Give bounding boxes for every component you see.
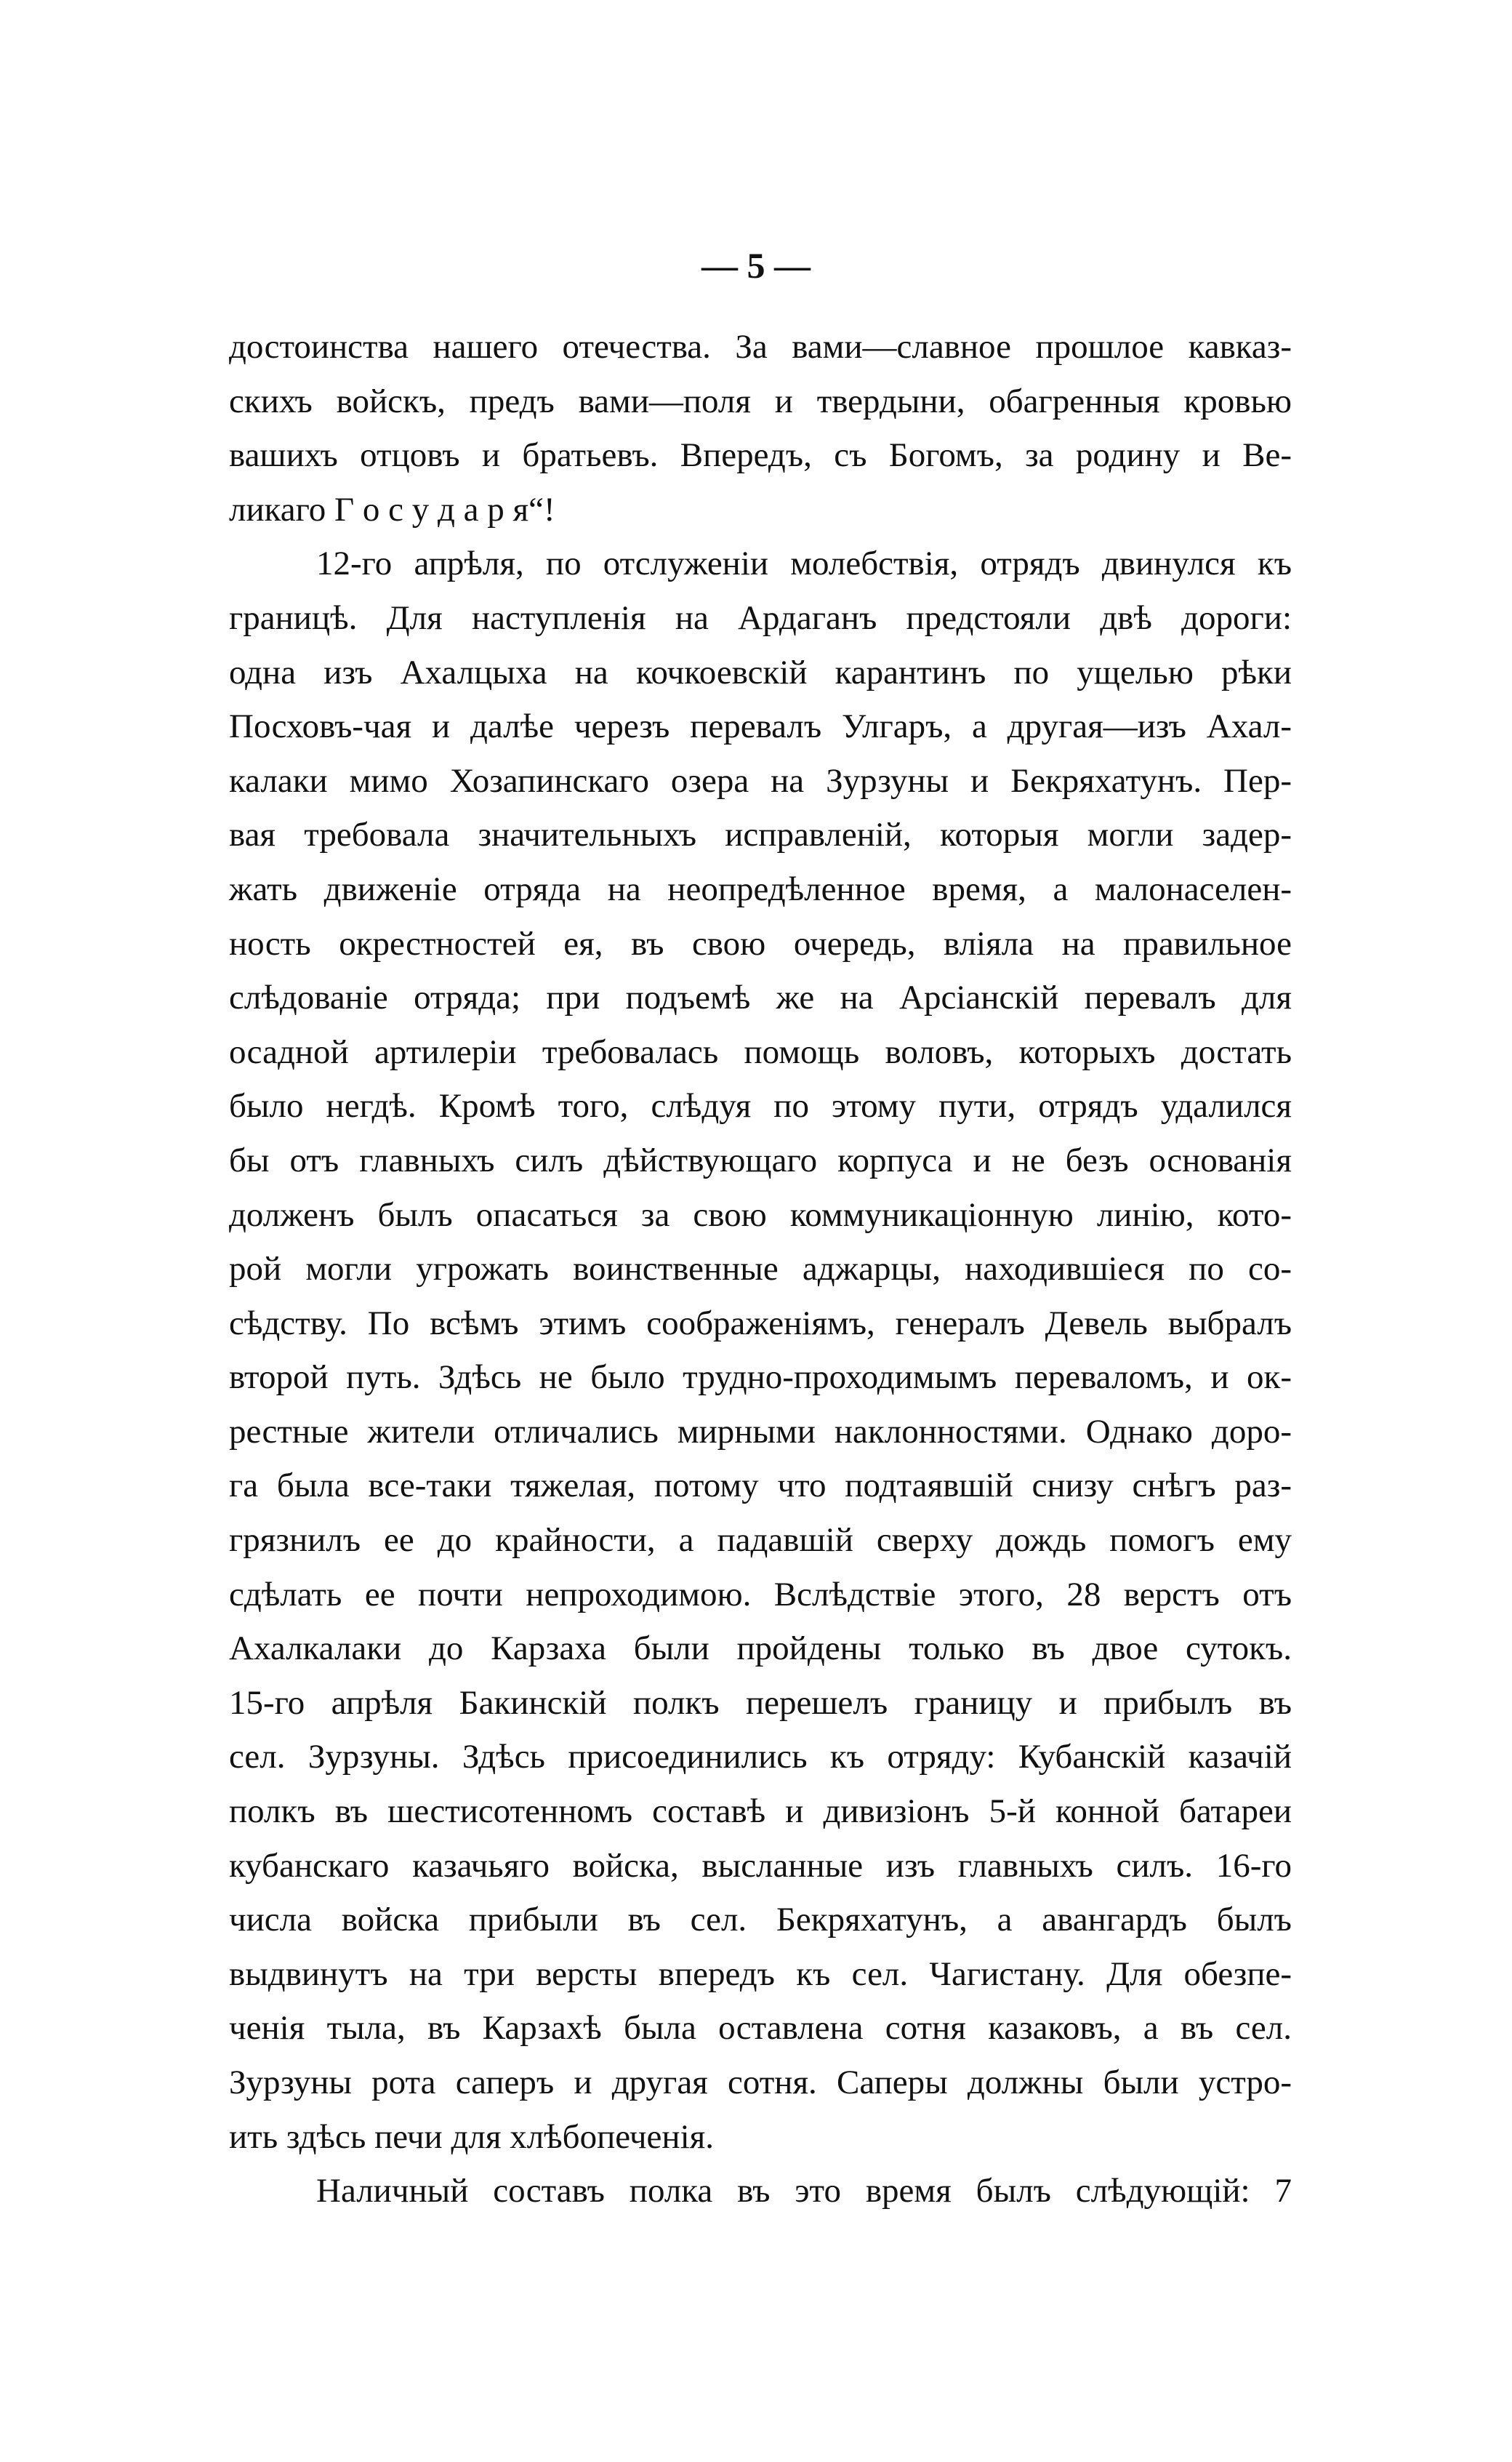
text-line: Зурзуны рота саперъ и другая сотня. Саперы должны были устро- bbox=[229, 2064, 1292, 2101]
text-line: рой могли угрожать воинственные аджарцы, находившіеся по со- bbox=[229, 1250, 1292, 1288]
text-line: жать движеніе отряда на неопредѣленное время, а малонаселен- bbox=[229, 870, 1292, 908]
text-line: вашихъ отцовъ и братьевъ. Впередъ, съ Богомъ, за родину и Ве- bbox=[229, 436, 1292, 475]
text-line: Ахалкалаки до Карзаха были пройдены только въ двое сутокъ. bbox=[229, 1629, 1292, 1668]
text-line: вая требовала значительныхъ исправленій, которыя могли задер- bbox=[229, 816, 1292, 854]
text-line: Посховъ-чая и далѣе черезъ перевалъ Улгаръ, а другая—изъ Ахал- bbox=[229, 707, 1292, 746]
text-line: было негдѣ. Кромѣ того, слѣдуя по этому пути, отрядъ удалился bbox=[229, 1087, 1292, 1126]
text-line: числа войска прибыли въ сел. Бекряхатунъ, а авангардъ былъ bbox=[229, 1901, 1292, 1939]
text-line: скихъ войскъ, предъ вами—поля и твердыни, обагренныя кровью bbox=[229, 382, 1292, 420]
text-line: долженъ былъ опасаться за свою коммуникаціонную линію, кото- bbox=[229, 1195, 1292, 1234]
text-line: слѣдованіе отряда; при подъемѣ же на Арсіанскій перевалъ для bbox=[229, 979, 1292, 1017]
body-text bbox=[229, 320, 1292, 2218]
text-line: ченія тыла, въ Карзахѣ была оставлена сотня казаковъ, а въ сел. bbox=[229, 2009, 1292, 2048]
text-line: ликаго Г о с у д а р я“! bbox=[229, 490, 555, 529]
text-line: бы отъ главныхъ силъ дѣйствующаго корпуса и не безъ основанія bbox=[229, 1141, 1292, 1179]
text-line: границѣ. Для наступленія на Ардаганъ предстояли двѣ дороги: bbox=[229, 598, 1292, 637]
text-line: га была все-таки тяжелая, потому что подтаявшій снизу снѣгъ раз- bbox=[229, 1467, 1292, 1505]
text-line: 15-го апрѣля Бакинскій полкъ перешелъ границу и прибылъ въ bbox=[229, 1683, 1292, 1722]
paragraph-start-line: 12-го апрѣля, по отслуженіи молебствія, отрядъ двинулся къ bbox=[316, 545, 1292, 583]
text-line: выдвинутъ на три версты впередъ къ сел. Чагистану. Для обезпе- bbox=[229, 1954, 1292, 1993]
text-line: кубанскаго казачьяго войска, высланные изъ главныхъ силъ. 16-го bbox=[229, 1846, 1292, 1885]
text-line: калаки мимо Хозапинскаго озера на Зурзуны и Бекряхатунъ. Пер- bbox=[229, 761, 1292, 800]
text-line: полкъ въ шестисотенномъ составѣ и дивизіонъ 5-й конной батареи bbox=[229, 1792, 1292, 1831]
page-number: — 5 — bbox=[701, 245, 811, 286]
text-line: достоинства нашего отечества. За вами—славное прошлое кавказ- bbox=[229, 328, 1292, 366]
text-line: грязнилъ ее до крайности, а падавшій сверху дождь помогъ ему bbox=[229, 1521, 1292, 1560]
text-line: одна изъ Ахалцыха на кочкоевскій карантинъ по ущелью рѣки bbox=[229, 653, 1292, 691]
text-line: осадной артилеріи требовалась помощь воловъ, которыхъ достать bbox=[229, 1032, 1292, 1071]
text-line: второй путь. Здѣсь не было трудно-проходимымъ переваломъ, и ок- bbox=[229, 1358, 1292, 1397]
text-line: ить здѣсь печи для хлѣбопеченія. bbox=[229, 2117, 714, 2156]
text-line: сел. Зурзуны. Здѣсь присоединились къ отряду: Кубанскій казачій bbox=[229, 1738, 1292, 1776]
text-line: сѣдству. По всѣмъ этимъ соображеніямъ, генералъ Девель выбралъ bbox=[229, 1304, 1292, 1342]
text-line: рестные жители отличались мирными наклонностями. Однако доро- bbox=[229, 1412, 1292, 1451]
text-line: ность окрестностей ея, въ свою очередь, вліяла на правильное bbox=[229, 924, 1292, 963]
paragraph-start-line: Наличный составъ полка въ это время былъ слѣдующій: 7 bbox=[316, 2172, 1292, 2210]
text-line: сдѣлать ее почти непроходимою. Вслѣдствіе этого, 28 верстъ отъ bbox=[229, 1575, 1292, 1613]
